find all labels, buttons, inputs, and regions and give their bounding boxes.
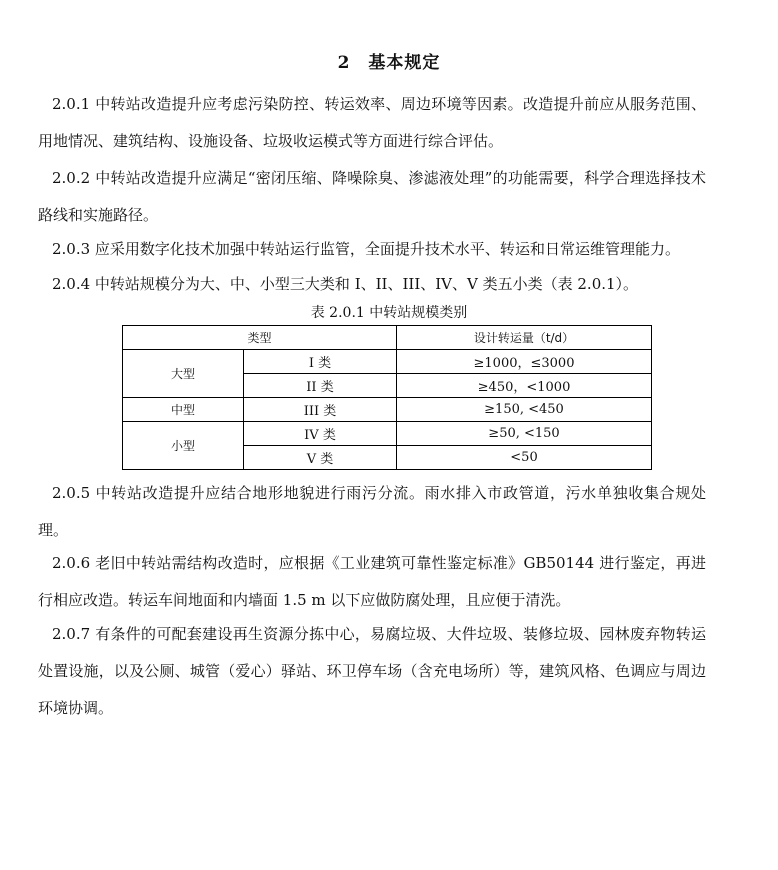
group-medium: 中型 (123, 398, 244, 422)
paragraph-2-0-1: 2.0.1 中转站改造提升应考虑污染防控、转运效率、周边环境等因素。改造提升前应从服务范围、用地情况、建筑结构、设施设备、垃圾收运模式等方面进行综合评估。 (38, 95, 706, 150)
class-cell: I 类 (244, 350, 397, 374)
table-row (123, 398, 652, 422)
capacity-cell: ≥1000，≤3000 (397, 350, 652, 374)
section-title (0, 48, 778, 73)
header-capacity: 设计转运量（t/d） (397, 326, 652, 350)
header-type: 类型 (123, 326, 397, 350)
table-row (123, 422, 652, 446)
class-cell: V 类 (244, 446, 397, 470)
capacity-cell: ≥50, <150 (397, 422, 652, 446)
capacity-cell: ≥450，<1000 (397, 374, 652, 398)
capacity-cell: <50 (397, 446, 652, 470)
paragraph-2-0-5: 2.0.5 中转站改造提升应结合地形地貌进行雨污分流。雨水排入市政管道，污水单独收集合规处理。 (38, 484, 706, 539)
class-cell: II 类 (244, 374, 397, 398)
paragraph-2-0-3: 2.0.3 应采用数字化技术加强中转站运行监管，全面提升技术水平、转运和日常运维管理能力。 (52, 240, 680, 258)
group-small: 小型 (123, 422, 244, 470)
class-cell: III 类 (244, 398, 397, 422)
section-title-text: 基本规定 (368, 53, 441, 73)
paragraph-2-0-7: 2.0.7 有条件的可配套建设再生资源分拣中心，易腐垃圾、大件垃圾、装修垃圾、园林废弃物转运处置设施，以及公厕、城管（爱心）驿站、环卫停车场（含充电场所）等，建筑风格、色调应与周边环境协调。 (38, 625, 706, 717)
capacity-cell: ≥150, <450 (397, 398, 652, 422)
table-header-row (123, 326, 652, 350)
paragraph-2-0-4: 2.0.4 中转站规模分为大、中、小型三大类和 I、II、III、IV、V 类五小类（表 2.0.1）。 (52, 275, 639, 293)
paragraph-2-0-2: 2.0.2 中转站改造提升应满足“密闭压缩、降噪除臭、渗滤液处理”的功能需要，科学合理选择技术路线和实施路径。 (38, 169, 706, 224)
section-number: 2 (337, 53, 351, 73)
group-large: 大型 (123, 350, 244, 398)
paragraph-2-0-6: 2.0.6 老旧中转站需结构改造时，应根据《工业建筑可靠性鉴定标准》GB50144 进行鉴定，再进行相应改造。转运车间地面和内墙面 1.5 m 以下应做防腐处理，且应便于清洗。 (38, 554, 706, 609)
table-row (123, 350, 652, 374)
table-caption: 表 2.0.1 中转站规模类别 (310, 305, 468, 321)
scale-table (122, 325, 652, 470)
class-cell: IV 类 (244, 422, 397, 446)
